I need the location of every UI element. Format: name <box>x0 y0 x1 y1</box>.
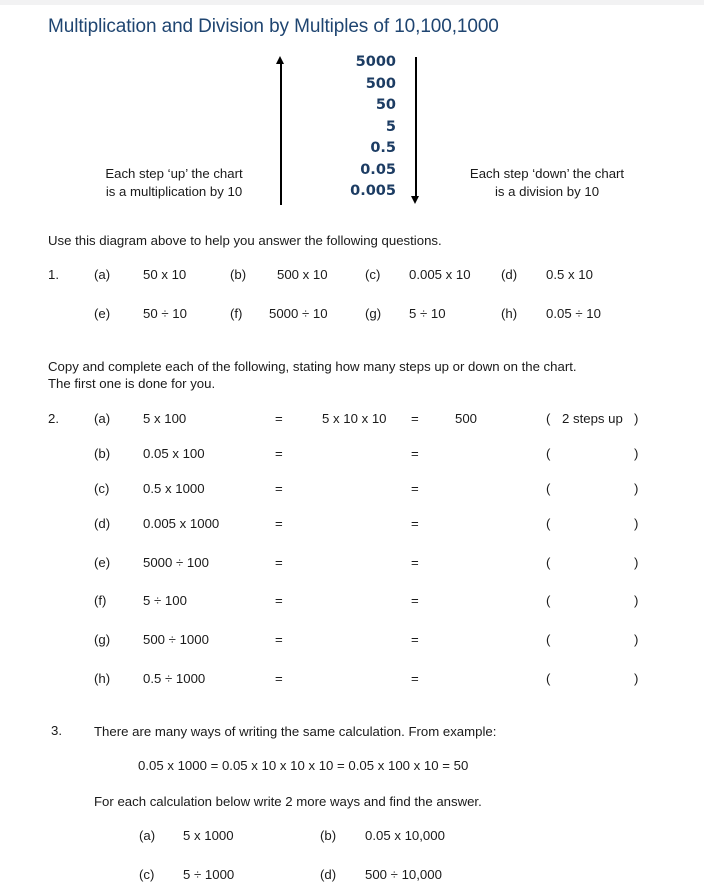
ladder-values <box>296 52 396 203</box>
q2-intro-line1: Copy and complete each of the following, stating how many steps up or down on the chart. <box>48 359 577 374</box>
q2-letter-f: (f) <box>94 593 107 608</box>
q2-equals1-c: = <box>275 481 283 496</box>
question-1-number: 1. <box>48 267 59 282</box>
multiplication-note-line2: is a multiplication by 10 <box>105 183 243 199</box>
q2-paren-open-d: ( <box>546 516 551 531</box>
ladder-value: 5000 <box>355 54 396 70</box>
q1-letter-d: (d) <box>501 267 518 282</box>
q1-expr-a: 50 x 10 <box>143 267 187 282</box>
q2-equals1-g: = <box>275 632 283 647</box>
q2-paren-close-d: ) <box>634 516 639 531</box>
q2-expanded-a: 5 x 10 x 10 <box>322 411 387 426</box>
q2-expr-e: 5000 ÷ 100 <box>143 555 209 570</box>
q2-equals1-d: = <box>275 516 283 531</box>
q3-expr-c: 5 ÷ 1000 <box>183 867 235 882</box>
question-3-number: 3. <box>51 723 62 738</box>
q3-expr-b: 0.05 x 10,000 <box>365 828 445 843</box>
q2-paren-open-e: ( <box>546 555 551 570</box>
q2-expr-c: 0.5 x 1000 <box>143 481 205 496</box>
q3-letter-c: (c) <box>139 867 155 882</box>
q1-letter-a: (a) <box>94 267 111 282</box>
q2-expr-g: 500 ÷ 1000 <box>143 632 209 647</box>
intro-text: Use this diagram above to help you answer the following questions. <box>48 233 442 248</box>
q2-expr-a: 5 x 100 <box>143 411 187 426</box>
q2-equals1-f: = <box>275 593 283 608</box>
q2-equals2-a: = <box>411 411 419 426</box>
q2-letter-h: (h) <box>94 671 111 686</box>
division-axis-line <box>415 57 417 198</box>
q1-expr-c: 0.005 x 10 <box>409 267 471 282</box>
q2-equals1-h: = <box>275 671 283 686</box>
q2-letter-a: (a) <box>94 411 111 426</box>
q2-equals2-e: = <box>411 555 419 570</box>
q2-equals1-e: = <box>275 555 283 570</box>
division-note <box>437 165 657 200</box>
page-title: Multiplication and Division by Multiples of 10,100,1000 <box>48 16 499 37</box>
q2-letter-d: (d) <box>94 516 111 531</box>
q2-paren-close-a: ) <box>634 411 639 426</box>
q3-instruction-text: For each calculation below write 2 more ways and find the answer. <box>94 794 482 809</box>
arrow-down-icon <box>411 196 419 204</box>
division-note-line1: Each step ‘down’ the chart <box>469 166 625 181</box>
q2-paren-open-c: ( <box>546 481 551 496</box>
q2-paren-close-b: ) <box>634 446 639 461</box>
q2-letter-b: (b) <box>94 446 111 461</box>
q1-letter-e: (e) <box>94 306 111 321</box>
q2-paren-close-e: ) <box>634 555 639 570</box>
q3-letter-d: (d) <box>320 867 337 882</box>
arrow-up-icon <box>276 56 284 64</box>
q1-letter-g: (g) <box>365 306 382 321</box>
q2-expr-b: 0.05 x 100 <box>143 446 205 461</box>
top-edge-strip <box>0 0 704 5</box>
ladder-value: 500 <box>365 75 396 92</box>
q1-expr-d: 0.5 x 10 <box>546 267 593 282</box>
q2-equals2-h: = <box>411 671 419 686</box>
q1-expr-e: 50 ÷ 10 <box>143 306 187 321</box>
ladder-value: 50 <box>375 97 396 113</box>
q2-paren-close-h: ) <box>634 671 639 686</box>
q2-letter-c: (c) <box>94 481 110 496</box>
q2-paren-close-g: ) <box>634 632 639 647</box>
q1-expr-g: 5 ÷ 10 <box>409 306 446 321</box>
q2-paren-open-a: ( <box>546 411 551 426</box>
q1-expr-b: 500 x 10 <box>277 267 328 282</box>
q1-letter-f: (f) <box>230 306 243 321</box>
q1-expr-f: 5000 ÷ 10 <box>269 306 328 321</box>
q3-letter-b: (b) <box>320 828 337 843</box>
q1-letter-h: (h) <box>501 306 518 321</box>
multiplication-note <box>64 165 284 200</box>
q3-expr-a: 5 x 1000 <box>183 828 234 843</box>
q2-equals2-c: = <box>411 481 419 496</box>
q3-lead-text: There are many ways of writing the same calculation. From example: <box>94 724 497 739</box>
q2-paren-open-h: ( <box>546 671 551 686</box>
q2-letter-g: (g) <box>94 632 111 647</box>
q2-equals2-b: = <box>411 446 419 461</box>
division-note-line2: is a division by 10 <box>494 183 600 199</box>
q1-expr-h: 0.05 ÷ 10 <box>546 306 601 321</box>
q1-letter-b: (b) <box>230 267 247 282</box>
q2-paren-close-c: ) <box>634 481 639 496</box>
q2-equals1-a: = <box>275 411 283 426</box>
q3-letter-a: (a) <box>139 828 156 843</box>
q3-expr-d: 500 ÷ 10,000 <box>365 867 442 882</box>
q2-expr-h: 0.5 ÷ 1000 <box>143 671 206 686</box>
q2-equals2-g: = <box>411 632 419 647</box>
q2-steps-a: 2 steps up <box>562 411 623 426</box>
ladder-value: 0.5 <box>370 140 396 156</box>
ladder-value: 5 <box>385 118 396 135</box>
q2-paren-open-b: ( <box>546 446 551 461</box>
q2-equals2-f: = <box>411 593 419 608</box>
place-value-ladder-diagram <box>0 52 704 217</box>
q1-letter-c: (c) <box>365 267 381 282</box>
q2-paren-open-g: ( <box>546 632 551 647</box>
q2-expr-f: 5 ÷ 100 <box>143 593 187 608</box>
q2-equals2-d: = <box>411 516 419 531</box>
ladder-value: 0.05 <box>360 161 396 178</box>
q2-expr-d: 0.005 x 1000 <box>143 516 220 531</box>
q2-intro-line2: The first one is done for you. <box>48 376 216 391</box>
question-2-number: 2. <box>48 411 59 426</box>
q2-answer-a: 500 <box>455 411 478 426</box>
q2-equals1-b: = <box>275 446 283 461</box>
q2-paren-close-f: ) <box>634 593 639 608</box>
q2-letter-e: (e) <box>94 555 111 570</box>
ladder-value: 0.005 <box>350 183 396 199</box>
q3-example-equation: 0.05 x 1000 = 0.05 x 10 x 10 x 10 = 0.05 x 100 x 10 = 50 <box>138 758 469 773</box>
multiplication-note-line1: Each step ‘up’ the chart <box>105 166 243 181</box>
q2-paren-open-f: ( <box>546 593 551 608</box>
